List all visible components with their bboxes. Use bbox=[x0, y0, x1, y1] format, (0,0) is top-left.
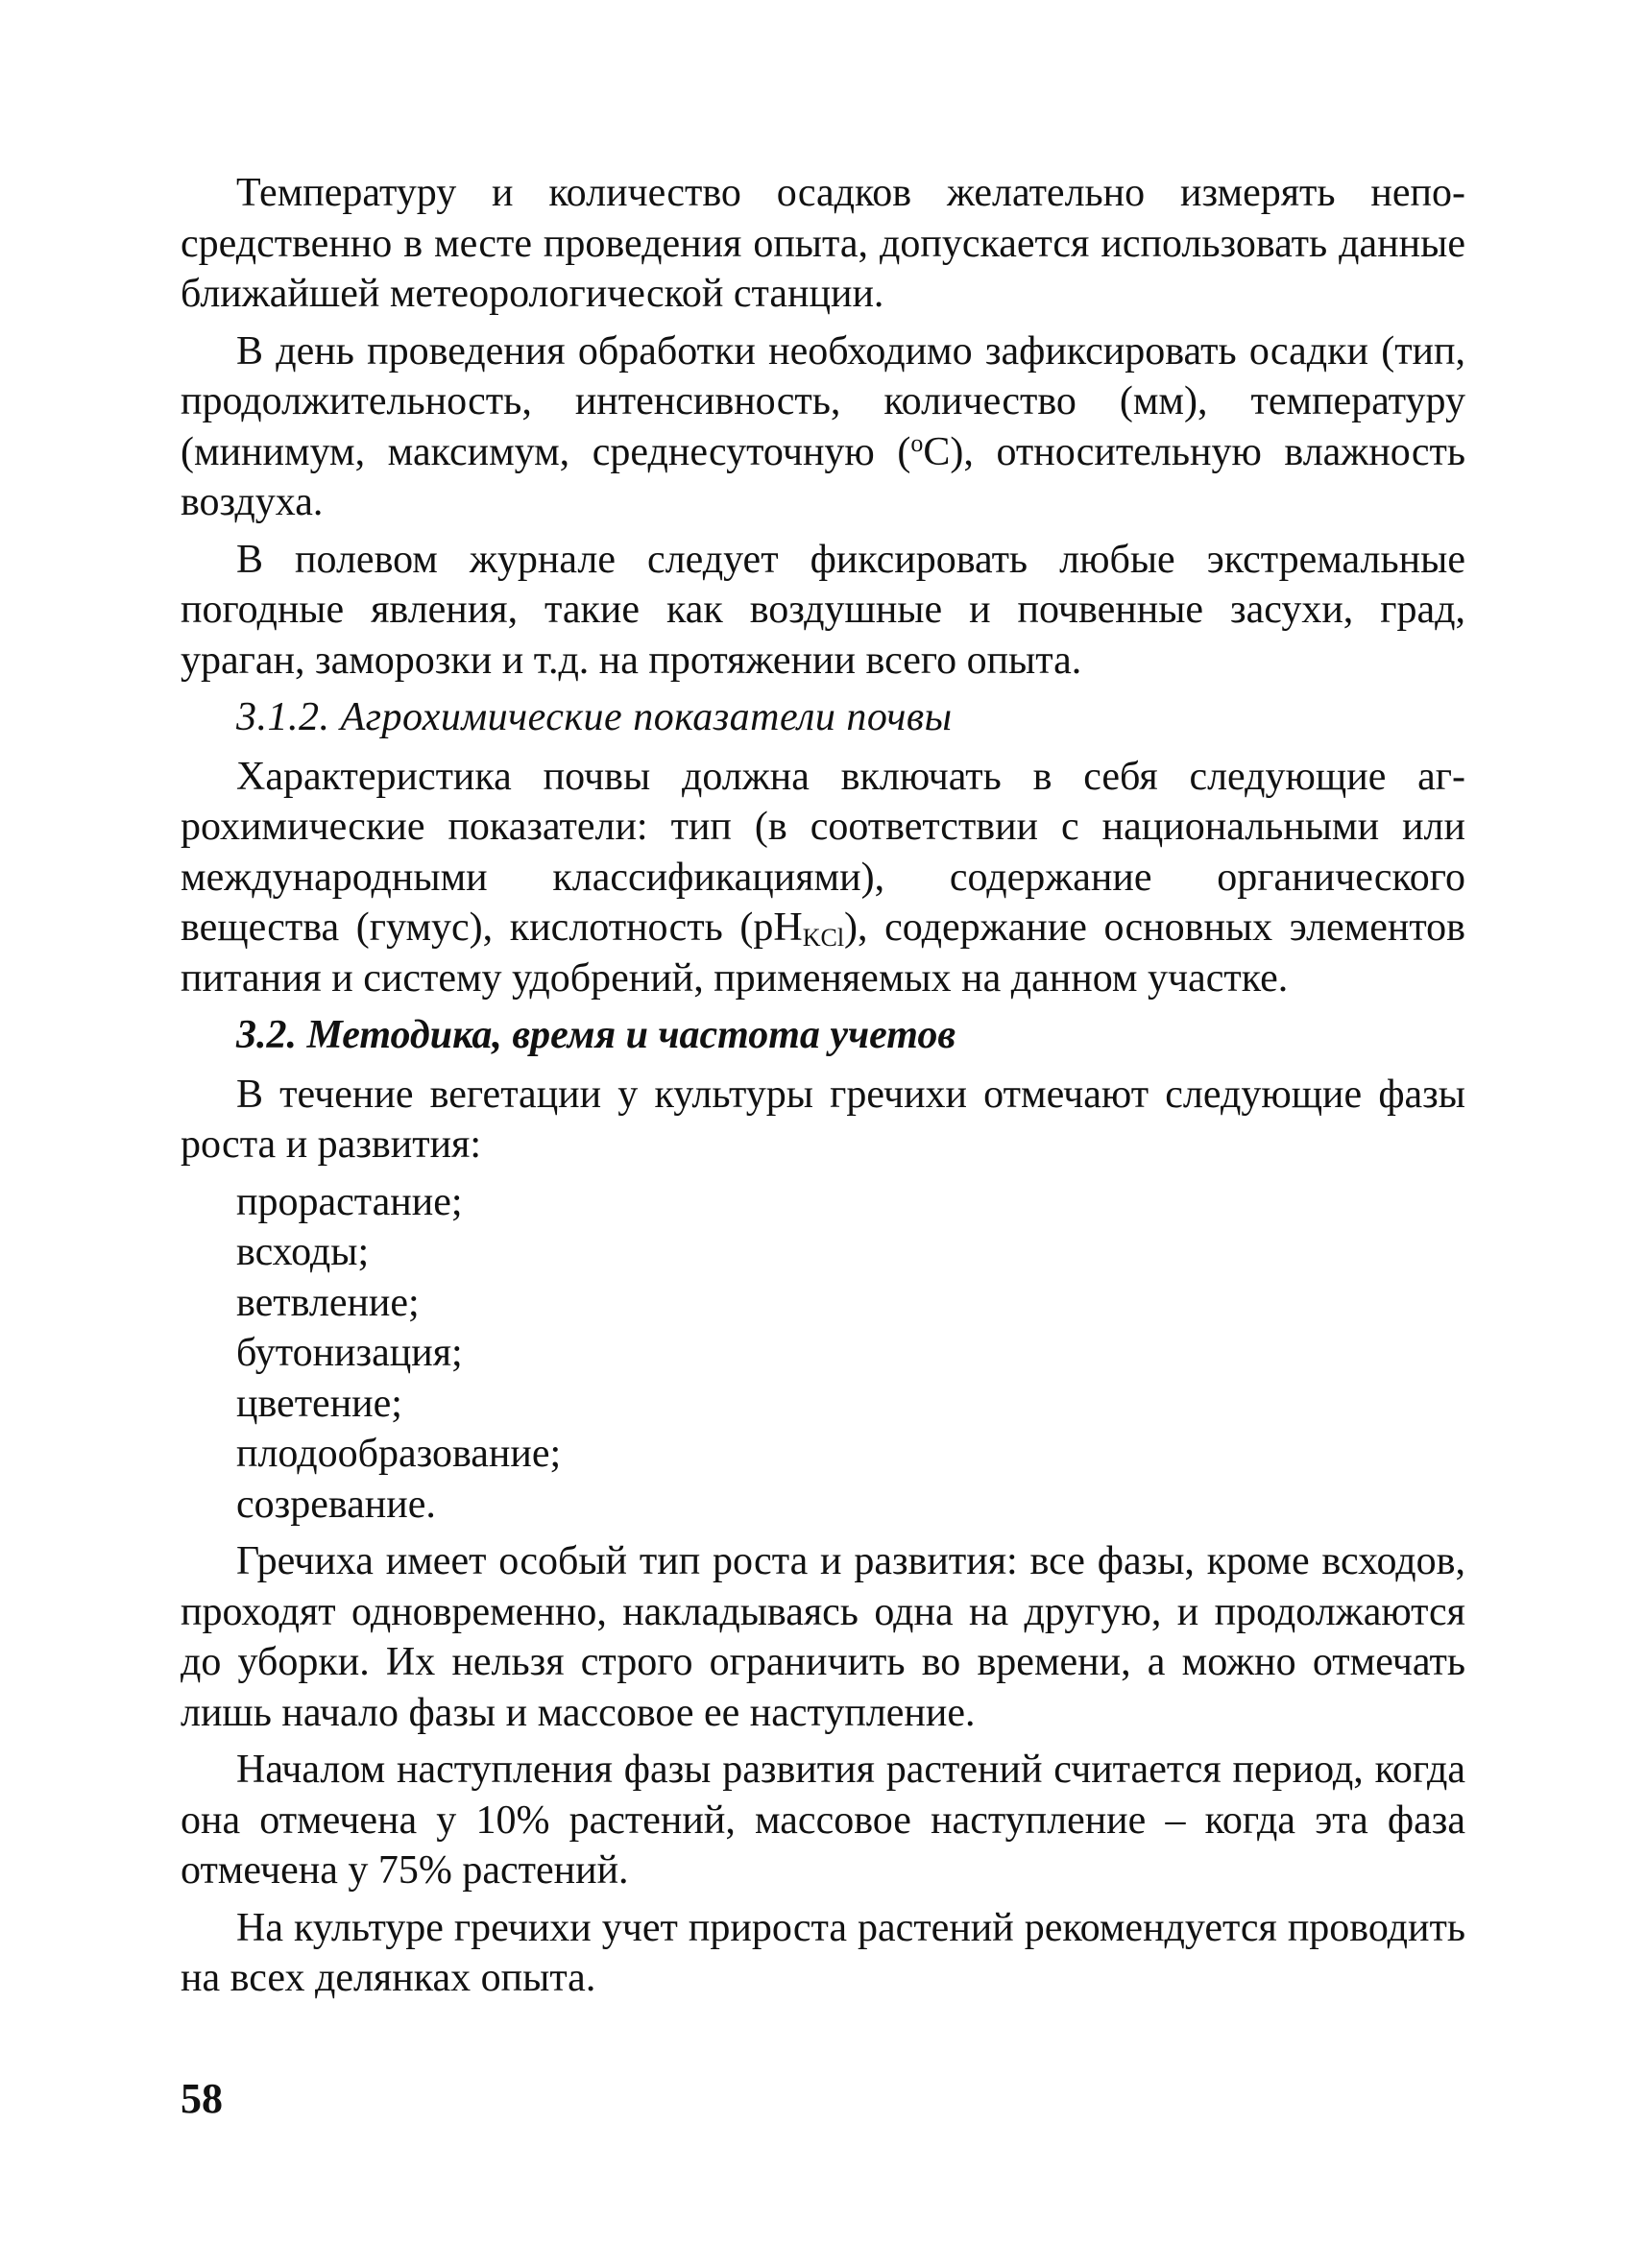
kcl-subscript: KCl bbox=[802, 924, 845, 952]
list-item: плодообразование; bbox=[236, 1432, 562, 1476]
page-number: 58 bbox=[181, 2075, 223, 2122]
paragraph-soil-text-a: Характеристика почвы должна включать в себя следующие агрохимические показатели: тип (в соответствии с национальными или международными классификациями), содержание органического вещества (гумус), кислотность (рН bbox=[181, 754, 1465, 950]
paragraph-soil-characteristics bbox=[181, 752, 1465, 1004]
list-item: прорастание; bbox=[236, 1179, 463, 1224]
list-item: созревание. bbox=[236, 1482, 436, 1527]
growth-phases-list bbox=[181, 1177, 1465, 1531]
paragraph-field-journal: В полевом журнале следует фиксировать любые экстремальные погодные явления, такие как воздушные и почвенные засухи, град, ураган, заморозки и т.д. на протяжении всего опыта. bbox=[181, 537, 1465, 683]
paragraph-soil-text-b: ), содержание основных элементов питания и систему удобрений, применяемых на данном участке. bbox=[181, 905, 1465, 1001]
paragraph-vegetation-phases-intro: В течение вегетации у культуры гречихи отмечают следующие фазы роста и развития: bbox=[181, 1072, 1465, 1167]
list-item: ветвление; bbox=[236, 1280, 420, 1325]
list-item: бутонизация; bbox=[236, 1331, 463, 1375]
paragraph-growth-accounting: На культуре гречихи учет прироста растений рекомендуется проводить на всех делянках опыта. bbox=[181, 1905, 1465, 2000]
heading-methodology: 3.2. Методика, время и частота учетов bbox=[236, 1013, 956, 1057]
list-item: всходы; bbox=[236, 1230, 370, 1274]
heading-agrochemical-indicators: 3.1.2. Агрохимические показатели почвы bbox=[236, 695, 953, 739]
paragraph-treatment-day-text-a: В день проведения обработки необходимо зафиксировать осадки (тип, продолжительность, интенсивность, количество (мм), температуру (минимум, максимум, среднесуточную ( bbox=[181, 328, 1465, 474]
degree-superscript: o bbox=[910, 428, 924, 457]
page-body bbox=[181, 168, 1465, 2011]
paragraph-buckwheat-growth: Гречиха имеет особый тип роста и развития: все фазы, кроме всходов, проходят одновременно, накладываясь одна на другую, и продолжаются до уборки. Их нельзя строго ограничить во времени, а можно отмечать лишь начало фазы и массовое ее наступление. bbox=[181, 1539, 1465, 1735]
paragraph-phase-onset: Началом наступления фазы развития растений считается период, когда она отмечена у 10% растений, массовое наступление – когда эта фаза отмечена у 75% растений. bbox=[181, 1748, 1465, 1893]
paragraph-treatment-day bbox=[181, 326, 1465, 528]
paragraph-treatment-day-text-b: С), относительную влажность воздуха. bbox=[181, 429, 1465, 524]
list-item: цветение; bbox=[236, 1381, 402, 1426]
paragraph-weather-measurement: Температуру и количество осадков желательно измерять непосредственно в месте проведения опыта, допускается использовать данные ближайшей метеорологической станции. bbox=[181, 171, 1465, 316]
